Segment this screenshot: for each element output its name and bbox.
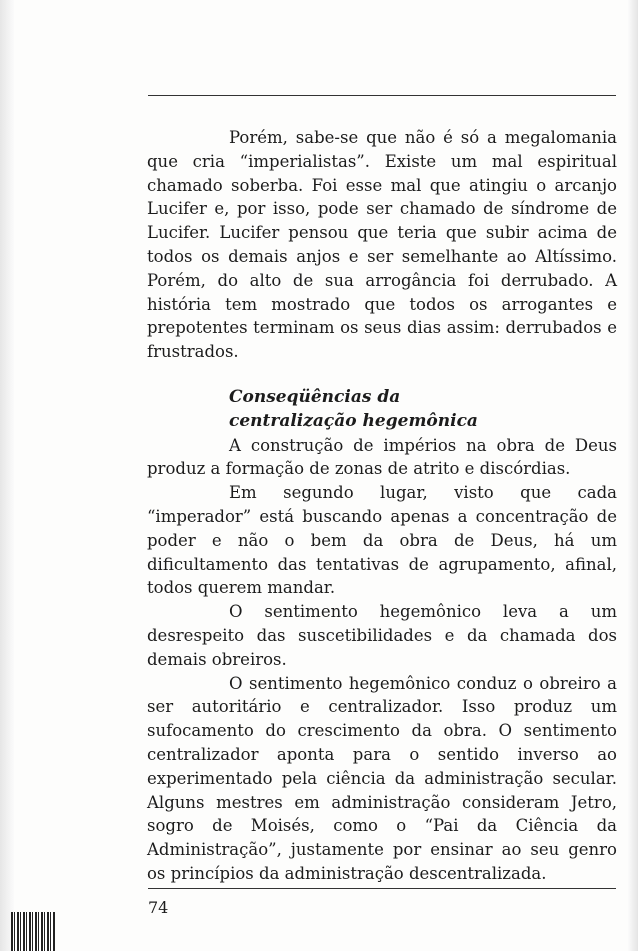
paragraph-autoritario: O sentimento hegemônico conduz o obreiro a ser autoritário e centralizador. Isso produz um sufocamento do crescimento da obra. O sentimento centralizador aponta para o sentido inverso ao experimentado pela ciência da administração secular. Alguns mestres em administração consideram Jetro, sogro de Moisés, como o “Pai da Ciência da Administração”, justamente por ensinar ao seu genro os princípios da administração descentralizada. xyxy=(147,673,617,883)
body-text xyxy=(147,126,617,886)
top-rule xyxy=(148,95,616,96)
page-gutter-shadow xyxy=(0,0,14,951)
section-heading-line-2: centralização hegemônica xyxy=(229,410,478,431)
section-heading xyxy=(147,386,617,434)
paragraph-construcao: A construção de impérios na obra de Deus produz a formação de zonas de atrito e discórdias. xyxy=(147,435,617,479)
page-number: 74 xyxy=(148,898,169,917)
paragraph-desrespeito: O sentimento hegemônico leva a um desrespeito das suscetibilidades e da chamada dos demais obreiros. xyxy=(147,602,617,669)
barcode-icon xyxy=(11,912,55,951)
page-edge-shadow xyxy=(628,0,638,951)
paragraph-soberba: Porém, sabe-se que não é só a megalomania que cria “imperialistas”. Existe um mal espiritual chamado soberba. Foi esse mal que atingiu o arcanjo Lucifer e, por isso, pode ser chamado de síndrome de Lucifer. Lucifer pensou que teria que subir acima de todos os demais anjos e ser semelhante ao Altíssimo. Porém, do alto de sua arrogância foi derrubado. A história tem mostrado que todos os arrogantes e prepotentes terminam os seus dias assim: derrubados e frustrados. xyxy=(147,128,617,362)
bottom-rule xyxy=(148,888,616,889)
paragraph-segundo-lugar: Em segundo lugar, visto que cada “imperador” está buscando apenas a concentração de poder e não o bem da obra de Deus, há um dificultamento das tentativas de agrupamento, afinal, todos querem mandar. xyxy=(147,483,617,598)
section-heading-line-1: Conseqüências da xyxy=(229,386,401,407)
